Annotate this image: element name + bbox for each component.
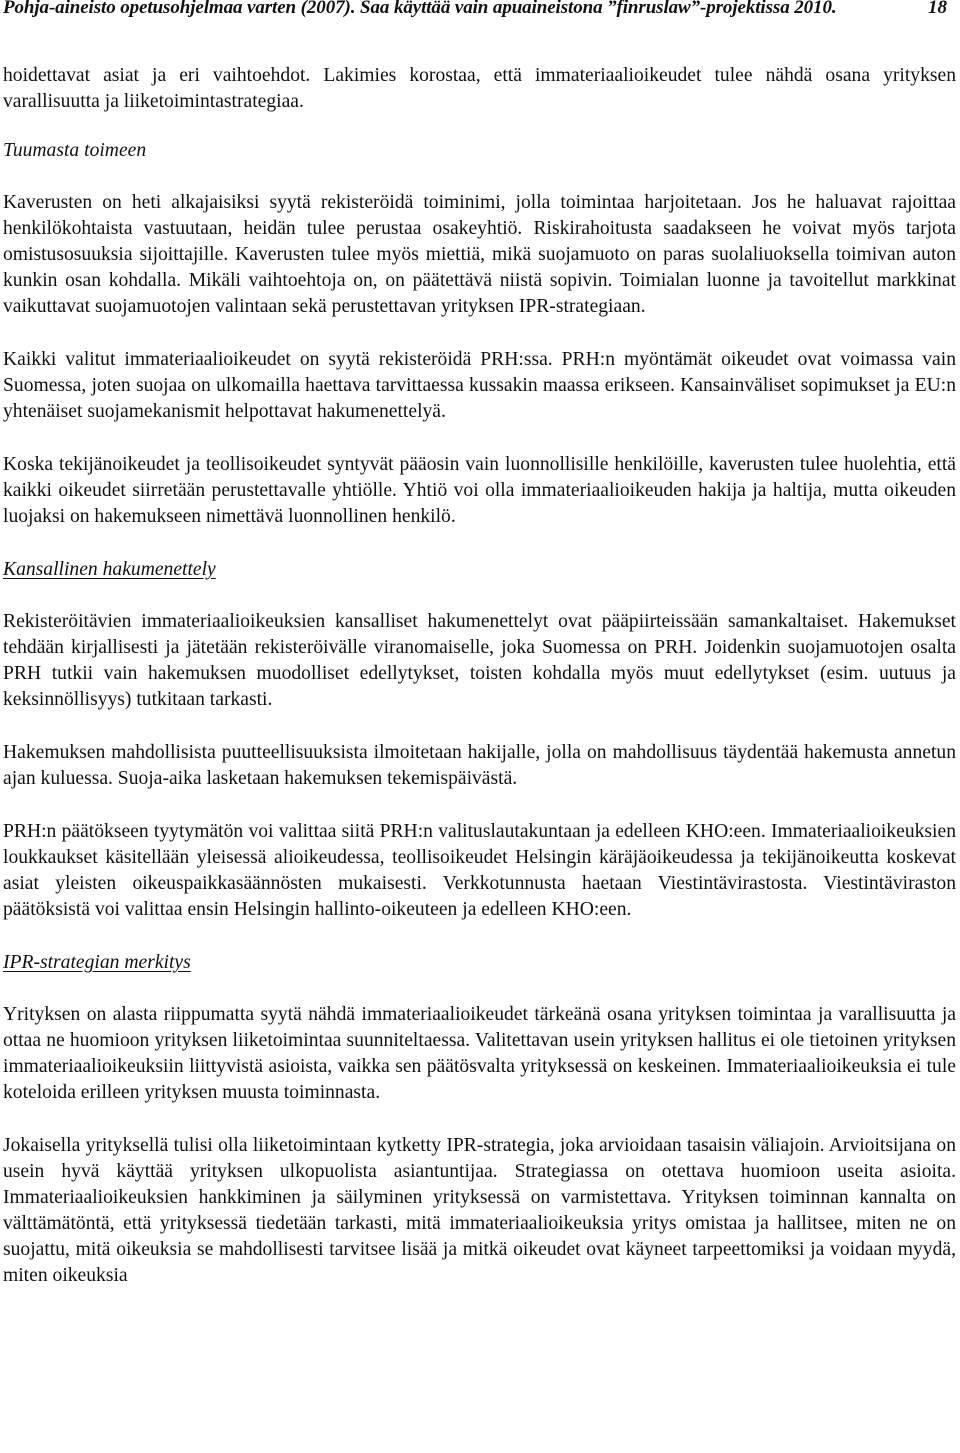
paragraph: Kaverusten on heti alkajaisiksi syytä rekisteröidä toiminimi, jolla toimintaa harjoitetaan. Jos he haluavat rajoittaa henkilökohtaista vastuutaan, heidän tulee perustaa osakeyhtiö. Riskirahoitusta saadakseen he voivat myös tarjota omistusosuuksia sijoittajille. Kaverusten tulee myös miettiä, mikä suojamuoto on paras suolaliuoksella toimivan auton kunkin osan kohdalla. Mikäli vaihtoehtoja on, on päätettävä niistä sopivin. Toimialan luonne ja tavoitellut markkinat vaikuttavat suojamuotojen valintaan sekä perustettavan yrityksen IPR-strategiaan.: [3, 192, 956, 317]
paragraph: Kaikki valitut immateriaalioikeudet on syytä rekisteröidä PRH:ssa. PRH:n myöntämät oikeudet ovat voimassa vain Suomessa, joten suojaa on ulkomailla haettava tarvittaessa kussakin maassa erikseen. Kansainväliset sopimukset ja EU:n yhtenäiset suojamekanismit helpottavat hakumenettelyä.: [3, 349, 956, 422]
header-title: Pohja-aineisto opetusohjelmaa varten (2007). Saa käyttää vain apuaineistona ”finruslaw”-projektissa 2010.: [3, 0, 837, 18]
paragraph: Hakemuksen mahdollisista puutteellisuuksista ilmoitetaan hakijalle, jolla on mahdollisuus täydentää hakemusta annetun ajan kuluessa. Suoja-aika lasketaan hakemuksen tekemispäivästä.: [3, 742, 956, 789]
paragraph: PRH:n päätökseen tyytymätön voi valittaa siitä PRH:n valituslautakuntaan ja edelleen KHO:een. Immateriaalioikeuksien loukkaukset käsitellään yleisessä alioikeudessa, teollisoikeudet Helsingin käräjäoikeudessa ja tekijänoikeutta koskevat asiat yleisten oikeuspaikkasäännösten mukaisesti. Verkkotunnusta haetaan Viestintävirastosta. Viestintäviraston päätöksistä voi valittaa ensin Helsingin hallinto-oikeuteen ja edelleen KHO:een.: [3, 821, 956, 920]
section-heading-kansallinen-hakumenettely: Kansallinen hakumenettely: [3, 559, 216, 580]
running-header: [3, 0, 956, 19]
page-number: 18: [928, 0, 947, 18]
section-heading-tuumasta-toimeen: Tuumasta toimeen: [3, 140, 147, 161]
paragraph: Rekisteröitävien immateriaalioikeuksien kansalliset hakumenettelyt ovat pääpiirteissään samankaltaiset. Hakemukset tehdään kirjallisesti ja jätetään rekisteröivälle viranomaiselle, joka Suomessa on PRH. Joidenkin suojamuotojen osalta PRH tutkii vain hakemuksen muodolliset edellytykset, toisten kohdalla myös muut edellytykset (esim. uutuus ja keksinnöllisyys) tutkitaan tarkasti.: [3, 611, 956, 710]
paragraph: Koska tekijänoikeudet ja teollisoikeudet syntyvät pääosin vain luonnollisille henkilöille, kaverusten tulee huolehtia, että kaikki oikeudet siirretään perustettavalle yhtiölle. Yhtiö voi olla immateriaalioikeuden hakija ja haltija, mutta oikeuden luojaksi on hakemukseen nimettävä luonnollinen henkilö.: [3, 454, 956, 527]
body-text: [3, 63, 956, 1289]
paragraph-intro: hoidettavat asiat ja eri vaihtoehdot. Lakimies korostaa, että immateriaalioikeudet tulee nähdä osana yrityksen varallisuutta ja liiketoimintastrategiaa.: [3, 65, 956, 112]
paragraph: Yrityksen on alasta riippumatta syytä nähdä immateriaalioikeudet tärkeänä osana yrityksen toimintaa ja varallisuutta ja ottaa ne huomioon yrityksen liiketoimintaa suunniteltaessa. Valitettavan usein yrityksen hallitus ei ole tietoinen yrityksen immateriaalioikeuksiin liittyvistä asioista, vaikka sen päätösvalta yrityksessä on keskeinen. Immateriaalioikeuksia ei tule koteloida erilleen yrityksen muusta toiminnasta.: [3, 1004, 956, 1103]
section-heading-ipr-strategian-merkitys: IPR-strategian merkitys: [3, 952, 191, 973]
paragraph: Jokaisella yrityksellä tulisi olla liiketoimintaan kytketty IPR-strategia, joka arvioidaan tasaisin väliajoin. Arvioitsijana on usein hyvä käyttää yrityksen ulkopuolista asiantuntijaa. Strategiassa on otettava huomioon useita asioita. Immateriaalioikeuksien hankkiminen ja säilyminen yrityksessä on varmistettava. Yrityksen toiminnan kannalta on välttämätöntä, että yrityksessä tiedetään tarkasti, mitä immateriaalioikeuksia yritys omistaa ja hallitsee, miten ne on suojattu, mitä oikeuksia se mahdollisesti tarvitsee lisää ja mitkä oikeudet ovat käyneet tarpeettomiksi ja voidaan myydä, miten oikeuksia: [3, 1135, 956, 1286]
